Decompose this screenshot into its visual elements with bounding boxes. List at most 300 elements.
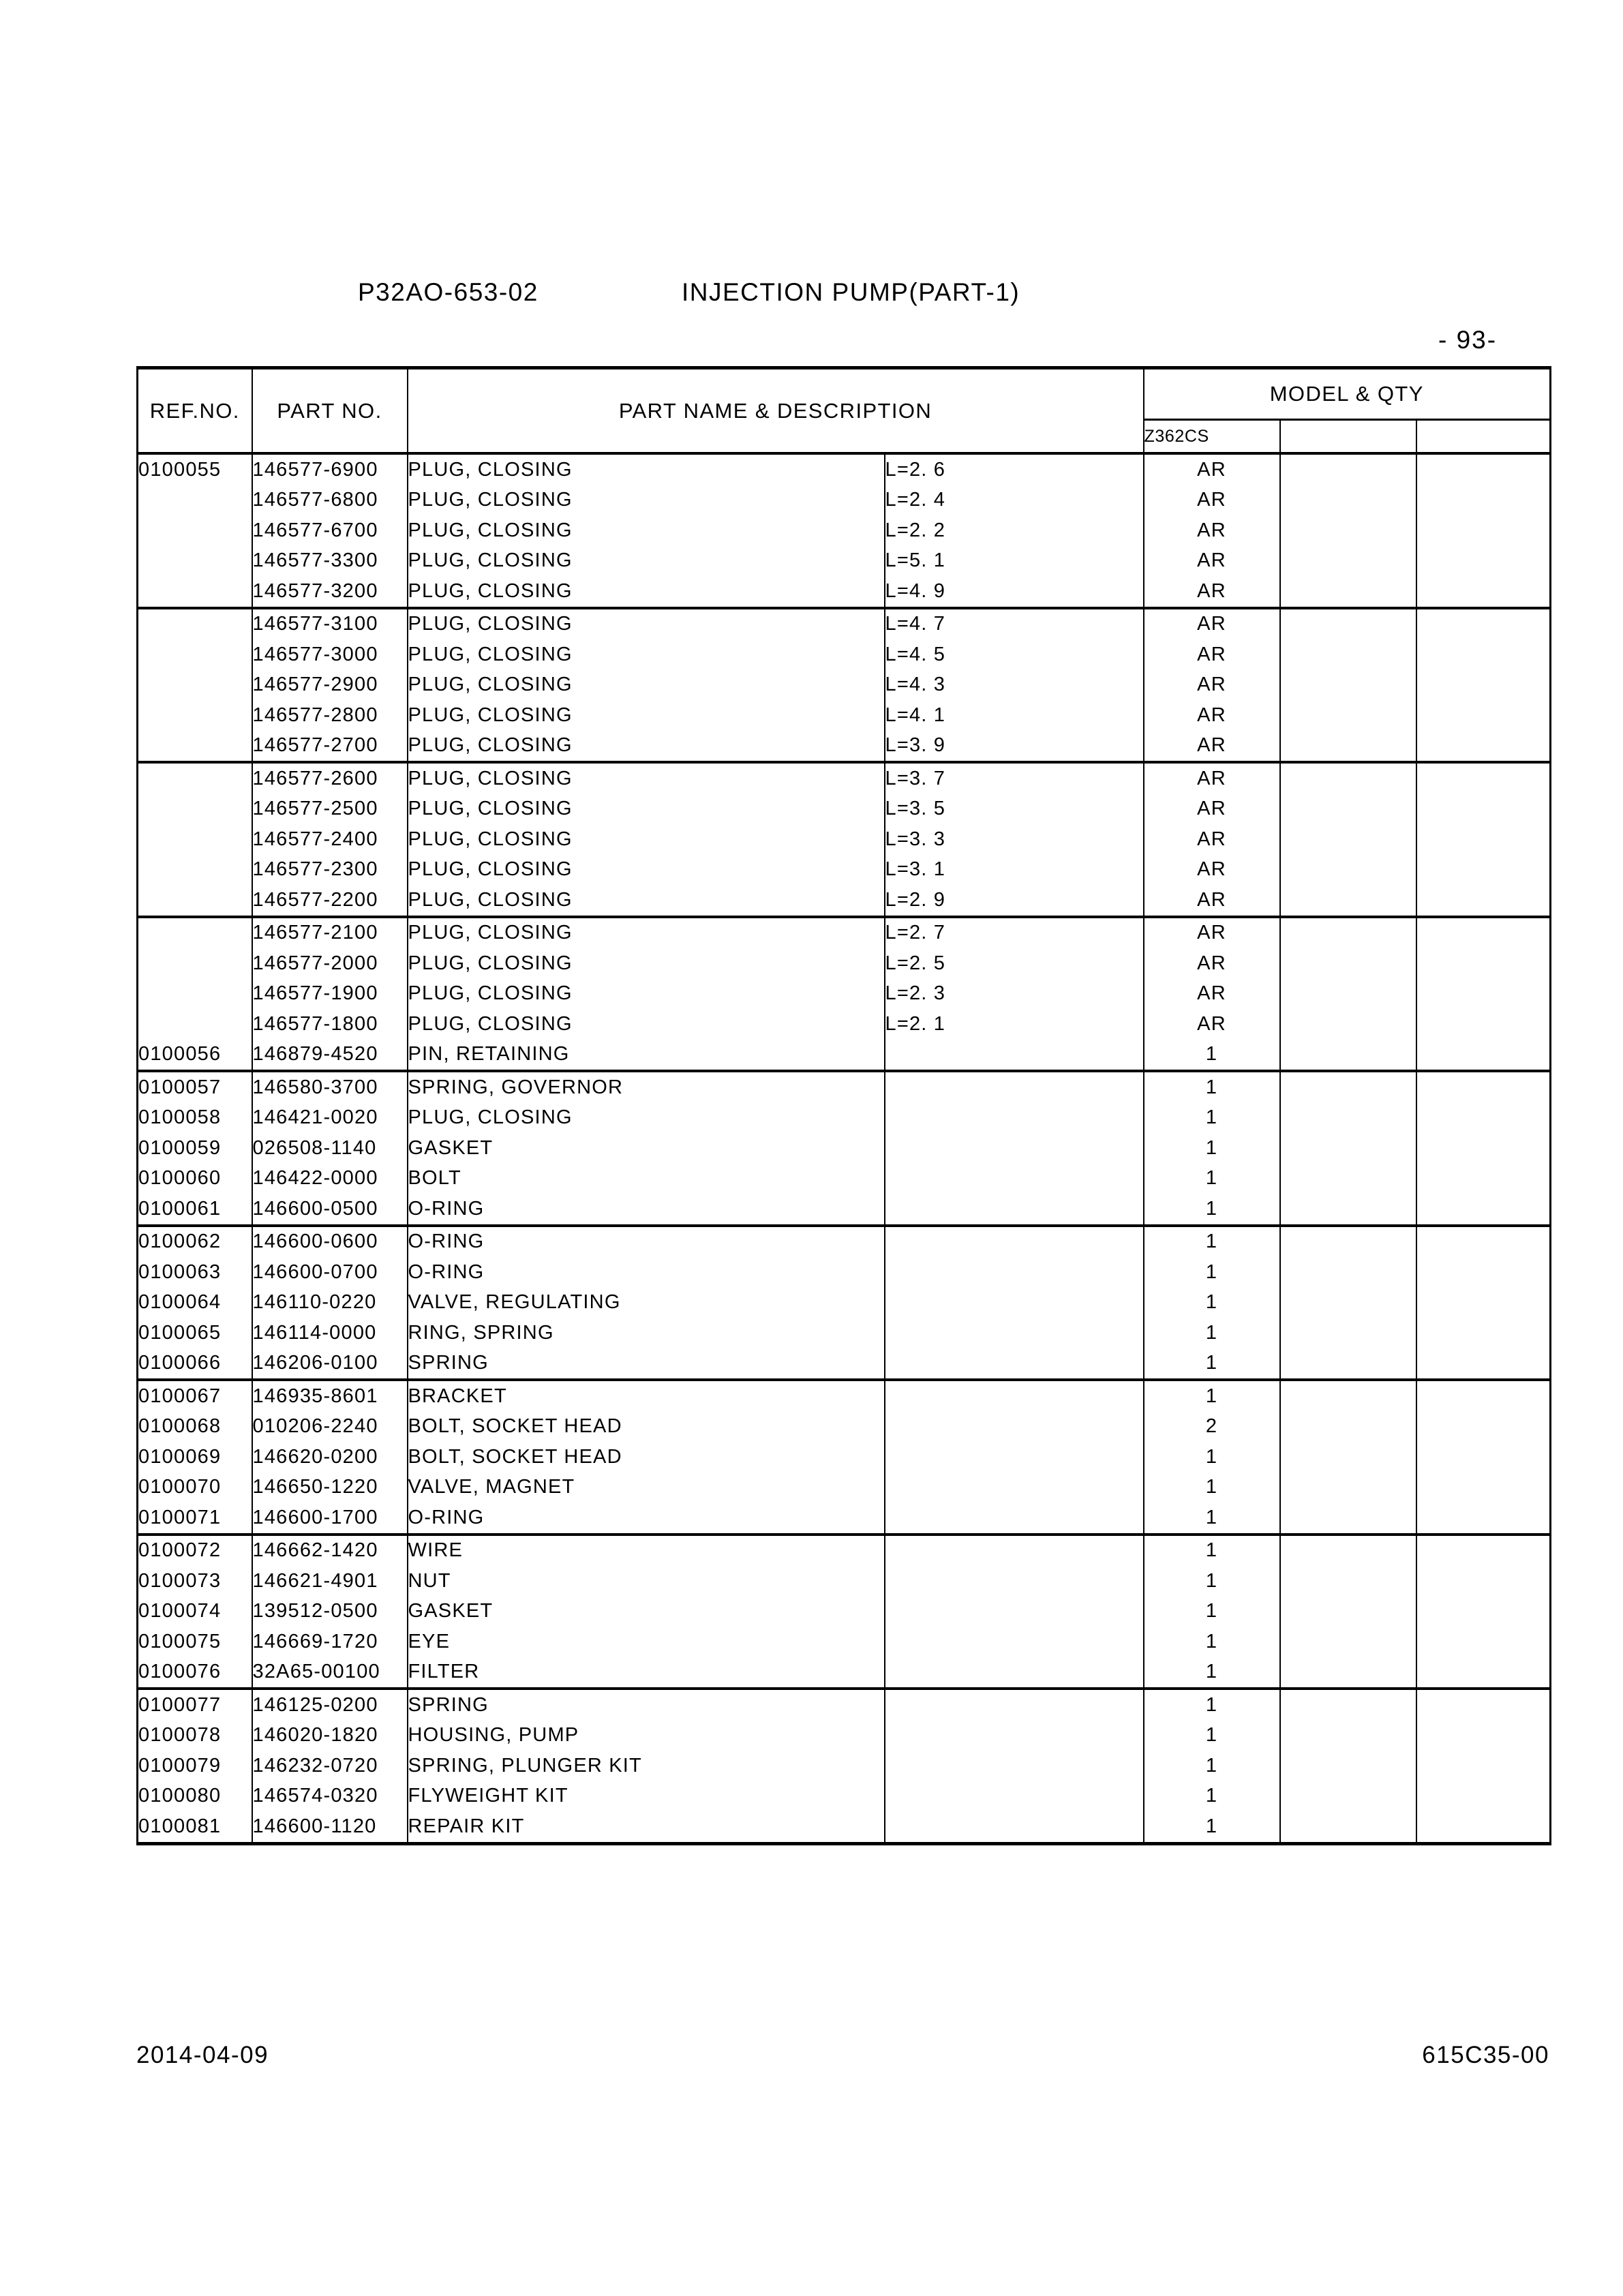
table-row [138,1811,1551,1843]
cell-qty-2 [1280,1318,1416,1348]
cell-qty-1: 1 [1144,1472,1280,1503]
cell-qty-1: AR [1144,608,1280,640]
cell-spec [885,1348,1144,1380]
cell-qty-3 [1416,948,1551,979]
table-row [138,1689,1551,1721]
cell-qty-2 [1280,1194,1416,1226]
cell-qty-3 [1416,1009,1551,1040]
cell-part-no: 026508-1140 [252,1133,408,1164]
cell-spec: L=4. 9 [885,576,1144,608]
cell-qty-3 [1416,1348,1551,1380]
cell-part-no: 146577-2000 [252,948,408,979]
cell-qty-1: AR [1144,670,1280,701]
cell-qty-1: AR [1144,1009,1280,1040]
cell-spec [885,1040,1144,1072]
cell-part-name: O-RING [408,1226,885,1258]
cell-qty-1: 1 [1144,1535,1280,1567]
cell-spec [885,1472,1144,1503]
cell-qty-1: AR [1144,979,1280,1010]
cell-part-no: 146577-3100 [252,608,408,640]
cell-qty-2 [1280,1009,1416,1040]
cell-part-no: 010206-2240 [252,1412,408,1442]
table-header-row-main [138,368,1551,420]
cell-qty-1: 1 [1144,1257,1280,1288]
cell-part-name: PLUG, CLOSING [408,453,885,485]
cell-qty-2 [1280,794,1416,825]
cell-spec: L=4. 3 [885,670,1144,701]
cell-part-no: 146577-2800 [252,700,408,731]
cell-qty-3 [1416,1412,1551,1442]
cell-part-no: 146577-2300 [252,855,408,886]
cell-spec: L=2. 5 [885,948,1144,979]
cell-spec [885,1288,1144,1318]
cell-qty-3 [1416,1257,1551,1288]
cell-ref-no [138,670,252,701]
cell-ref-no: 0100071 [138,1502,252,1535]
table-row [138,1751,1551,1781]
table-row [138,794,1551,825]
table-row [138,948,1551,979]
cell-qty-3 [1416,1811,1551,1843]
cell-spec [885,1318,1144,1348]
table-row [138,546,1551,577]
cell-qty-3 [1416,824,1551,855]
table-row [138,1412,1551,1442]
cell-part-no: 146600-1700 [252,1502,408,1535]
cell-qty-1: AR [1144,794,1280,825]
cell-spec: L=2. 3 [885,979,1144,1010]
cell-ref-no: 0100059 [138,1133,252,1164]
cell-part-name: BOLT, SOCKET HEAD [408,1445,622,1468]
table-row [138,917,1551,949]
cell-part-name: O-RING [408,1260,485,1283]
footer-date: 2014-04-09 [136,2042,269,2068]
cell-qty-1: 1 [1144,1226,1280,1258]
cell-spec [885,1781,1144,1812]
cell-qty-2 [1280,546,1416,577]
cell-qty-1: AR [1144,453,1280,485]
cell-qty-3 [1416,1472,1551,1503]
table-row [138,1348,1551,1380]
cell-spec: L=2. 6 [885,453,1144,485]
cell-qty-1: AR [1144,855,1280,886]
parts-table-wrap [136,366,1549,1845]
cell-qty-1: 1 [1144,1442,1280,1472]
cell-ref-no: 0100081 [138,1811,252,1843]
cell-part-no: 146577-3300 [252,546,408,577]
cell-qty-2 [1280,1257,1416,1288]
table-row [138,1288,1551,1318]
model-column-2 [1280,420,1416,454]
cell-qty-2 [1280,576,1416,608]
cell-qty-3 [1416,794,1551,825]
cell-part-no: 146114-0000 [252,1318,408,1348]
cell-spec [885,1257,1144,1288]
table-row [138,453,1551,485]
cell-spec [885,1164,1144,1194]
cell-qty-2 [1280,1071,1416,1103]
cell-part-name: BRACKET [408,1380,885,1412]
cell-qty-3 [1416,917,1551,949]
cell-ref-no [138,608,252,640]
cell-qty-3 [1416,1318,1551,1348]
cell-qty-1: 1 [1144,1657,1280,1689]
cell-part-no: 32A65-00100 [252,1657,408,1689]
cell-qty-2 [1280,1657,1416,1689]
cell-part-name: REPAIR KIT [408,1811,885,1843]
cell-qty-2 [1280,917,1416,949]
cell-part-no: 146577-2100 [252,917,408,949]
table-row [138,1226,1551,1258]
cell-qty-1: 1 [1144,1348,1280,1380]
cell-qty-3 [1416,1194,1551,1226]
cell-qty-3 [1416,1627,1551,1657]
cell-qty-3 [1416,1103,1551,1134]
cell-ref-no: 0100079 [138,1751,252,1781]
table-row [138,885,1551,917]
cell-ref-no: 0100057 [138,1071,252,1103]
table-row [138,1040,1551,1072]
cell-ref-no: 0100076 [138,1657,252,1689]
cell-qty-1: AR [1144,639,1280,670]
cell-ref-no: 0100056 [138,1040,252,1072]
cell-ref-no: 0100070 [138,1472,252,1503]
cell-qty-3 [1416,1380,1551,1412]
cell-ref-no: 0100064 [138,1288,252,1318]
cell-spec [885,1721,1144,1751]
cell-qty-2 [1280,485,1416,516]
cell-part-name: SPRING [408,1352,489,1374]
cell-part-name: WIRE [408,1535,885,1567]
cell-spec [885,1226,1144,1258]
table-row [138,1597,1551,1627]
cell-qty-1: 1 [1144,1566,1280,1597]
cell-ref-no: 0100072 [138,1535,252,1567]
cell-spec [885,1751,1144,1781]
cell-qty-2 [1280,1751,1416,1781]
cell-part-name: PLUG, CLOSING [408,762,885,794]
table-row [138,1721,1551,1751]
page-number: - 93- [1438,326,1498,354]
cell-part-no: 146577-1800 [252,1009,408,1040]
cell-spec [885,1597,1144,1627]
table-row [138,1566,1551,1597]
cell-ref-no [138,576,252,608]
cell-qty-2 [1280,1412,1416,1442]
cell-qty-3 [1416,1071,1551,1103]
cell-ref-no [138,546,252,577]
cell-part-name: GASKET [408,1600,494,1622]
cell-part-name: PLUG, CLOSING [408,579,573,602]
cell-qty-2 [1280,1226,1416,1258]
cell-qty-3 [1416,1535,1551,1567]
cell-part-no: 146600-1120 [252,1811,408,1843]
cell-part-no: 146577-3000 [252,639,408,670]
cell-qty-2 [1280,1781,1416,1812]
page-footer [136,2042,1549,2076]
footer-document-number: 615C35-00 [1422,2042,1549,2068]
cell-part-no: 146110-0220 [252,1288,408,1318]
cell-part-no: 146600-0500 [252,1194,408,1226]
cell-ref-no: 0100077 [138,1689,252,1721]
cell-ref-no: 0100073 [138,1566,252,1597]
cell-qty-1: AR [1144,576,1280,608]
table-row [138,1257,1551,1288]
cell-qty-1: AR [1144,762,1280,794]
cell-qty-1: AR [1144,700,1280,731]
cell-qty-3 [1416,515,1551,546]
cell-spec: L=4. 7 [885,608,1144,640]
cell-qty-2 [1280,1811,1416,1843]
cell-qty-1: 1 [1144,1627,1280,1657]
column-header-model-qty: MODEL & QTY [1144,368,1551,420]
cell-qty-1: 2 [1144,1412,1280,1442]
cell-spec: L=3. 1 [885,855,1144,886]
cell-part-name: PLUG, CLOSING [408,549,573,572]
cell-ref-no [138,762,252,794]
cell-part-no: 146621-4901 [252,1566,408,1597]
cell-part-name: PLUG, CLOSING [408,519,573,541]
cell-qty-1: 1 [1144,1103,1280,1134]
cell-qty-1: 1 [1144,1288,1280,1318]
table-body [138,453,1551,1843]
cell-part-name: FLYWEIGHT KIT [408,1785,568,1807]
table-row [138,1009,1551,1040]
cell-part-name: PLUG, CLOSING [408,798,573,820]
cell-part-name: VALVE, REGULATING [408,1291,621,1314]
cell-qty-2 [1280,1164,1416,1194]
cell-spec [885,1566,1144,1597]
cell-spec: L=5. 1 [885,546,1144,577]
cell-qty-2 [1280,731,1416,763]
cell-ref-no [138,485,252,516]
table-row [138,1380,1551,1412]
table-row [138,1103,1551,1134]
cell-part-no: 146577-3200 [252,576,408,608]
cell-ref-no: 0100075 [138,1627,252,1657]
cell-qty-1: AR [1144,824,1280,855]
model-column-1: Z362CS [1144,420,1280,454]
cell-qty-2 [1280,1721,1416,1751]
cell-ref-no [138,855,252,886]
cell-qty-2 [1280,1442,1416,1472]
cell-qty-1: 1 [1144,1781,1280,1812]
cell-qty-1: AR [1144,515,1280,546]
cell-part-name: BOLT [408,1167,461,1190]
cell-spec: L=3. 7 [885,762,1144,794]
cell-part-name: HOUSING, PUMP [408,1724,579,1747]
table-row [138,576,1551,608]
cell-spec [885,1133,1144,1164]
table-row [138,639,1551,670]
cell-ref-no: 0100060 [138,1164,252,1194]
table-row [138,485,1551,516]
cell-spec: L=2. 9 [885,885,1144,917]
table-row [138,515,1551,546]
cell-qty-2 [1280,1502,1416,1535]
cell-qty-3 [1416,546,1551,577]
table-row [138,855,1551,886]
cell-part-name: FILTER [408,1661,480,1683]
cell-ref-no [138,731,252,763]
cell-part-no: 146232-0720 [252,1751,408,1781]
cell-part-no: 146577-6800 [252,485,408,516]
cell-qty-2 [1280,1597,1416,1627]
cell-part-name: PLUG, CLOSING [408,888,573,911]
cell-qty-3 [1416,639,1551,670]
cell-qty-3 [1416,1164,1551,1194]
cell-part-no: 146577-2200 [252,885,408,917]
cell-qty-1: AR [1144,546,1280,577]
cell-part-no: 146662-1420 [252,1535,408,1567]
table-row [138,1442,1551,1472]
cell-ref-no: 0100061 [138,1194,252,1226]
cell-spec [885,1412,1144,1442]
cell-qty-3 [1416,1502,1551,1535]
cell-qty-1: AR [1144,885,1280,917]
cell-qty-2 [1280,608,1416,640]
cell-qty-3 [1416,1751,1551,1781]
cell-qty-2 [1280,515,1416,546]
cell-spec: L=2. 4 [885,485,1144,516]
cell-part-name: PLUG, CLOSING [408,828,573,850]
cell-ref-no: 0100055 [138,453,252,485]
cell-spec: L=4. 5 [885,639,1144,670]
cell-ref-no: 0100062 [138,1226,252,1258]
cell-qty-3 [1416,1781,1551,1812]
cell-qty-2 [1280,1288,1416,1318]
cell-qty-2 [1280,855,1416,886]
cell-part-no: 139512-0500 [252,1597,408,1627]
cell-part-name: BOLT, SOCKET HEAD [408,1415,622,1438]
cell-qty-1: 1 [1144,1071,1280,1103]
cell-part-name: RING, SPRING [408,1321,554,1344]
cell-qty-1: 1 [1144,1194,1280,1226]
cell-qty-2 [1280,1472,1416,1503]
cell-qty-3 [1416,1657,1551,1689]
cell-spec: L=2. 2 [885,515,1144,546]
table-row [138,1472,1551,1503]
cell-ref-no [138,979,252,1010]
cell-qty-2 [1280,639,1416,670]
cell-qty-1: 1 [1144,1318,1280,1348]
cell-part-no: 146580-3700 [252,1071,408,1103]
cell-part-no: 146574-0320 [252,1781,408,1812]
cell-ref-no [138,794,252,825]
cell-qty-1: 1 [1144,1502,1280,1535]
cell-spec: L=3. 3 [885,824,1144,855]
cell-part-no: 146421-0020 [252,1103,408,1134]
cell-ref-no [138,639,252,670]
cell-part-name: PLUG, CLOSING [408,489,573,511]
cell-part-no: 146422-0000 [252,1164,408,1194]
cell-qty-2 [1280,979,1416,1010]
cell-part-name: PLUG, CLOSING [408,1012,573,1035]
page-title: INJECTION PUMP(PART-1) [682,278,1020,306]
table-row [138,608,1551,640]
cell-part-no: 146020-1820 [252,1721,408,1751]
cell-part-name: SPRING [408,1689,885,1721]
cell-part-name: PLUG, CLOSING [408,643,573,665]
table-row [138,1071,1551,1103]
cell-qty-3 [1416,885,1551,917]
cell-part-name: PLUG, CLOSING [408,917,885,949]
cell-ref-no [138,917,252,949]
cell-ref-no [138,1009,252,1040]
table-header [138,368,1551,454]
cell-part-no: 146935-8601 [252,1380,408,1412]
cell-spec [885,1627,1144,1657]
column-header-part-no: PART NO. [252,368,408,454]
cell-part-no: 146577-2900 [252,670,408,701]
table-row [138,824,1551,855]
table-row [138,1627,1551,1657]
table-row [138,670,1551,701]
cell-part-name: O-RING [408,1506,485,1528]
cell-spec [885,1194,1144,1226]
page-header [0,278,1623,326]
table-row [138,762,1551,794]
cell-qty-2 [1280,948,1416,979]
cell-part-name: NUT [408,1569,451,1592]
table-row [138,731,1551,763]
cell-qty-3 [1416,1597,1551,1627]
cell-qty-1: AR [1144,917,1280,949]
cell-part-name: PLUG, CLOSING [408,608,885,640]
cell-qty-3 [1416,762,1551,794]
cell-qty-3 [1416,608,1551,640]
cell-qty-2 [1280,1103,1416,1134]
cell-qty-1: 1 [1144,1689,1280,1721]
cell-part-no: 146577-2400 [252,824,408,855]
cell-part-no: 146577-6900 [252,453,408,485]
cell-qty-2 [1280,1348,1416,1380]
cell-qty-2 [1280,1380,1416,1412]
cell-qty-1: 1 [1144,1040,1280,1072]
cell-ref-no: 0100069 [138,1442,252,1472]
table-row [138,1657,1551,1689]
cell-ref-no [138,948,252,979]
table-row [138,1502,1551,1535]
table-row [138,1194,1551,1226]
cell-ref-no: 0100078 [138,1721,252,1751]
cell-qty-3 [1416,700,1551,731]
cell-part-name: PLUG, CLOSING [408,1106,573,1129]
cell-qty-3 [1416,1288,1551,1318]
cell-qty-3 [1416,453,1551,485]
cell-part-name: PLUG, CLOSING [408,982,573,1005]
cell-part-no: 146577-2600 [252,762,408,794]
cell-part-no: 146577-6700 [252,515,408,546]
cell-part-name: SPRING, GOVERNOR [408,1071,885,1103]
cell-ref-no [138,700,252,731]
cell-qty-2 [1280,700,1416,731]
cell-part-no: 146577-2700 [252,731,408,763]
cell-part-no: 146879-4520 [252,1040,408,1072]
cell-qty-2 [1280,1689,1416,1721]
cell-part-no: 146650-1220 [252,1472,408,1503]
cell-ref-no: 0100065 [138,1318,252,1348]
cell-ref-no: 0100066 [138,1348,252,1380]
cell-qty-1: 1 [1144,1721,1280,1751]
cell-ref-no: 0100068 [138,1412,252,1442]
cell-qty-3 [1416,1721,1551,1751]
cell-spec: L=2. 1 [885,1009,1144,1040]
parts-table [136,366,1551,1845]
cell-part-name: PLUG, CLOSING [408,858,573,881]
cell-qty-3 [1416,1689,1551,1721]
cell-part-no: 146600-0600 [252,1226,408,1258]
